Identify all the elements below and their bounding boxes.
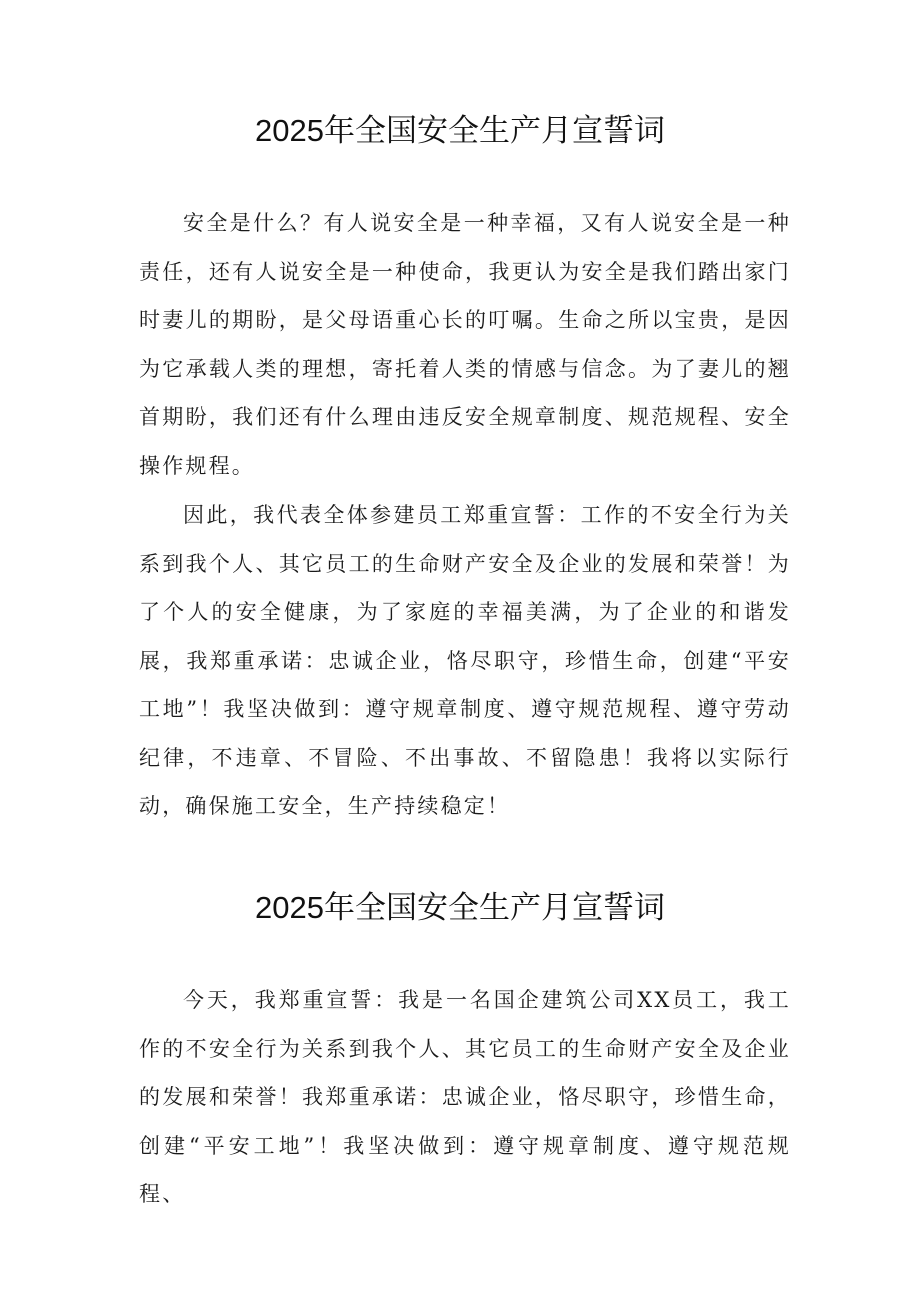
paragraph: 今天，我郑重宣誓：我是一名国企建筑公司XX员工，我工作的不安全行为关系到我个人、其它员工的生命财产安全及企业的发展和荣誉！我郑重承诺：忠诚企业，恪尽职守，珍惜生命，创建“平安工地”！我坚决做到：遵守规章制度、遵守规范规程、: [139, 988, 791, 1206]
section-title: 2025年全国安全生产月宣誓词: [255, 890, 665, 925]
paragraph: 因此，我代表全体参建员工郑重宣誓：工作的不安全行为关系到我个人、其它员工的生命财产安全及企业的发展和荣誉！为了个人的安全健康，为了家庭的幸福美满，为了企业的和谐发展，我郑重承诺：忠诚企业，恪尽职守，珍惜生命，创建“平安工地”！我坚决做到：遵守规章制度、遵守规范规程、遵守劳动纪律，不违章、不冒险、不出事故、不留隐患！我将以实际行动，确保施工安全，生产持续稳定！: [139, 503, 791, 818]
section-title: 2025年全国安全生产月宣誓词: [255, 113, 665, 148]
paragraph: 安全是什么？有人说安全是一种幸福，又有人说安全是一种责任，还有人说安全是一种使命，我更认为安全是我们踏出家门时妻儿的期盼，是父母语重心长的叮嘱。生命之所以宝贵，是因为它承载人类的理想，寄托着人类的情感与信念。为了妻儿的翘首期盼，我们还有什么理由违反安全规章制度、规范规程、安全操作规程。: [139, 211, 791, 478]
